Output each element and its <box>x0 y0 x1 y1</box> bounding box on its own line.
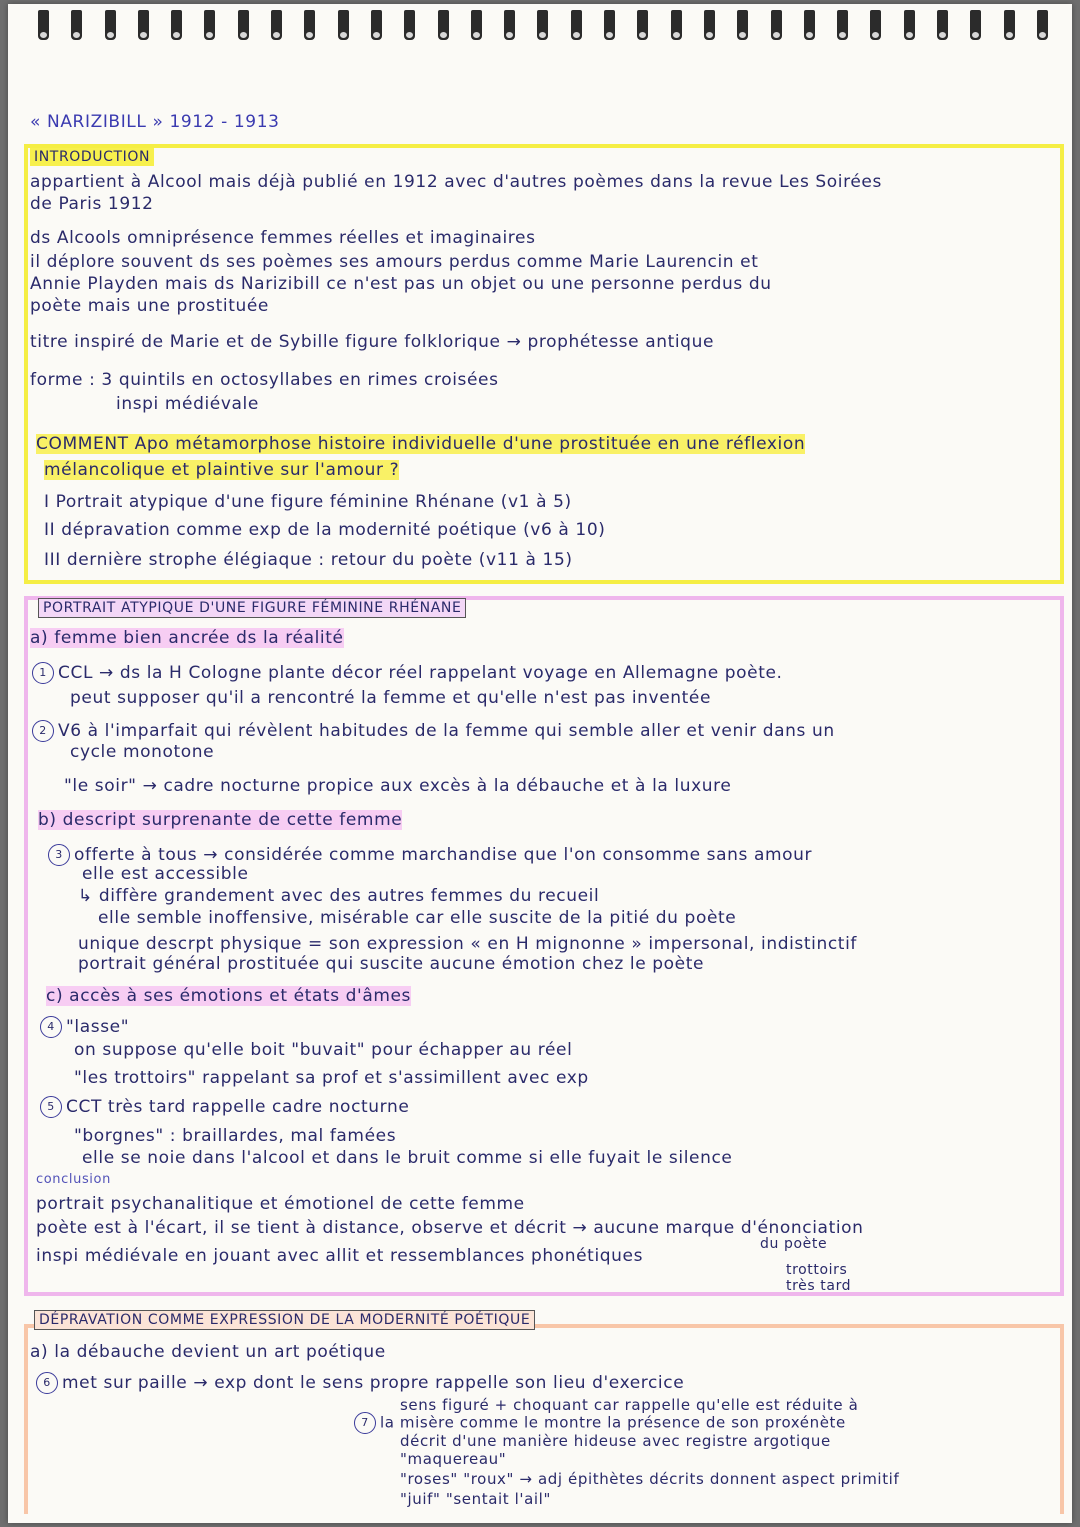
intro-line: il déplore souvent ds ses poèmes ses amours perdus comme Marie Laurencin et <box>30 252 759 272</box>
spiral-ring <box>1004 10 1015 40</box>
analysis-line <box>354 1412 846 1434</box>
analysis-line <box>40 1096 409 1118</box>
part2-heading: DÉPRAVATION COMME EXPRESSION DE LA MODERNITÉ POÉTIQUE <box>34 1310 535 1330</box>
subheading: a) femme bien ancrée ds la réalité <box>30 628 344 648</box>
spiral-ring <box>371 10 382 40</box>
analysis-line: elle se noie dans l'alcool et dans le bruit comme si elle fuyait le silence <box>82 1148 733 1168</box>
intro-line: Annie Playden mais ds Narizibill ce n'est pas un objet ou une personne perdus du <box>30 274 772 294</box>
spiral-ring <box>604 10 615 40</box>
verse-marker: 1 <box>32 662 54 684</box>
spiral-ring <box>271 10 282 40</box>
analysis-line: ↳ diffère grandement avec des autres femmes du recueil <box>78 886 600 906</box>
analysis-text: "lasse" <box>66 1017 130 1037</box>
subheading: c) accès à ses émotions et états d'âmes <box>46 986 412 1006</box>
verse-marker: 7 <box>354 1412 376 1434</box>
analysis-line <box>40 1016 129 1038</box>
spiral-ring <box>804 10 815 40</box>
spiral-ring <box>704 10 715 40</box>
analysis-line: "maquereau" <box>400 1450 507 1468</box>
analysis-line: "les trottoirs" rappelant sa prof et s'assimillent avec exp <box>74 1068 589 1088</box>
spiral-ring <box>71 10 82 40</box>
analysis-line: portrait général prostituée qui suscite aucune émotion chez le poète <box>78 954 705 974</box>
analysis-text: V6 à l'imparfait qui révèlent habitudes de la femme qui semble aller et venir dans un <box>58 721 835 741</box>
spiral-ring <box>571 10 582 40</box>
conclusion-note: du poète <box>760 1236 828 1252</box>
spiral-ring <box>471 10 482 40</box>
spiral-binding <box>38 10 1048 46</box>
analysis-text: CCT très tard rappelle cadre nocturne <box>66 1097 410 1117</box>
analysis-line: décrit d'une manière hideuse avec registre argotique <box>400 1432 831 1450</box>
analysis-text: met sur paille → exp dont le sens propre rappelle son lieu d'exercice <box>62 1373 685 1393</box>
intro-heading: INTRODUCTION <box>30 148 154 166</box>
spiral-ring <box>138 10 149 40</box>
analysis-line: peut supposer qu'il a rencontré la femme et qu'elle n'est pas inventée <box>70 688 712 708</box>
intro-frame <box>24 144 1064 584</box>
spiral-ring <box>105 10 116 40</box>
problematic-line: mélancolique et plaintive sur l'amour ? <box>44 460 400 480</box>
spiral-ring <box>171 10 182 40</box>
conclusion-note: trottoirs <box>786 1262 848 1278</box>
intro-line: appartient à Alcool mais déjà publié en 1912 avec d'autres poèmes dans la revue Les Soirées <box>30 172 882 192</box>
spiral-ring <box>937 10 948 40</box>
spiral-ring <box>970 10 981 40</box>
analysis-line: elle semble inoffensive, misérable car elle suscite de la pitié du poète <box>98 908 737 928</box>
page-title: « NARIZIBILL » 1912 - 1913 <box>30 112 280 132</box>
spiral-ring <box>771 10 782 40</box>
spiral-ring <box>1037 10 1048 40</box>
conclusion-line: poète est à l'écart, il se tient à distance, observe et décrit → aucune marque d'énonciation <box>36 1218 864 1238</box>
spiral-ring <box>837 10 848 40</box>
subheading: b) descript surprenante de cette femme <box>38 810 403 830</box>
problematic-line: COMMENT Apo métamorphose histoire individuelle d'une prostituée en une réflexion <box>36 434 806 454</box>
analysis-line <box>36 1372 684 1394</box>
notebook-page <box>8 4 1072 1523</box>
part1-heading: PORTRAIT ATYPIQUE D'UNE FIGURE FÉMININE RHÉNANE <box>38 598 466 618</box>
spiral-ring <box>238 10 249 40</box>
plan-item: III dernière strophe élégiaque : retour du poète (v11 à 15) <box>44 550 573 570</box>
conclusion-label: conclusion <box>36 1172 111 1187</box>
spiral-ring <box>304 10 315 40</box>
spiral-ring <box>904 10 915 40</box>
spiral-ring <box>404 10 415 40</box>
spiral-ring <box>338 10 349 40</box>
intro-line: titre inspiré de Marie et de Sybille figure folklorique → prophétesse antique <box>30 332 715 352</box>
intro-line: de Paris 1912 <box>30 194 154 214</box>
intro-line: ds Alcools omniprésence femmes réelles et imaginaires <box>30 228 536 248</box>
analysis-line: sens figuré + choquant car rappelle qu'elle est réduite à <box>400 1396 859 1414</box>
analysis-line: "juif" "sentait l'ail" <box>400 1490 551 1508</box>
analysis-text: CCL → ds la H Cologne plante décor réel rappelant voyage en Allemagne poète. <box>58 663 783 683</box>
spiral-ring <box>537 10 548 40</box>
verse-marker: 5 <box>40 1096 62 1118</box>
verse-marker: 3 <box>48 844 70 866</box>
analysis-line: "roses" "roux" → adj épithètes décrits donnent aspect primitif <box>400 1470 900 1488</box>
plan-item: I Portrait atypique d'une figure féminine Rhénane (v1 à 5) <box>44 492 572 512</box>
analysis-line: cycle monotone <box>70 742 215 762</box>
plan-item: II dépravation comme exp de la modernité poétique (v6 à 10) <box>44 520 606 540</box>
intro-line: forme : 3 quintils en octosyllabes en rimes croisées <box>30 370 499 390</box>
analysis-line: "le soir" → cadre nocturne propice aux excès à la débauche et à la luxure <box>64 776 732 796</box>
spiral-ring <box>504 10 515 40</box>
verse-marker: 6 <box>36 1372 58 1394</box>
conclusion-line: portrait psychanalitique et émotionel de cette femme <box>36 1194 525 1214</box>
conclusion-line: inspi médiévale en jouant avec allit et ressemblances phonétiques <box>36 1246 644 1266</box>
analysis-line: unique descrpt physique = son expression « en H mignonne » impersonal, indistinctif <box>78 934 857 954</box>
analysis-line <box>48 844 812 866</box>
analysis-line: "borgnes" : braillardes, mal famées <box>74 1126 397 1146</box>
subheading: a) la débauche devient un art poétique <box>30 1342 386 1362</box>
intro-line: poète mais une prostituée <box>30 296 269 316</box>
spiral-ring <box>737 10 748 40</box>
conclusion-note: très tard <box>786 1278 852 1294</box>
analysis-text: la misère comme le montre la présence de son proxénète <box>380 1413 846 1432</box>
spiral-ring <box>671 10 682 40</box>
spiral-ring <box>637 10 648 40</box>
spiral-ring <box>438 10 449 40</box>
spiral-ring <box>870 10 881 40</box>
verse-marker: 4 <box>40 1016 62 1038</box>
spiral-ring <box>38 10 49 40</box>
intro-line: inspi médiévale <box>116 394 259 414</box>
spiral-ring <box>204 10 215 40</box>
analysis-line: elle est accessible <box>82 864 249 884</box>
analysis-text: offerte à tous → considérée comme marchandise que l'on consomme sans amour <box>74 845 813 865</box>
analysis-line <box>32 720 835 742</box>
analysis-line: on suppose qu'elle boit "buvait" pour échapper au réel <box>74 1040 573 1060</box>
verse-marker: 2 <box>32 720 54 742</box>
analysis-line <box>32 662 783 684</box>
